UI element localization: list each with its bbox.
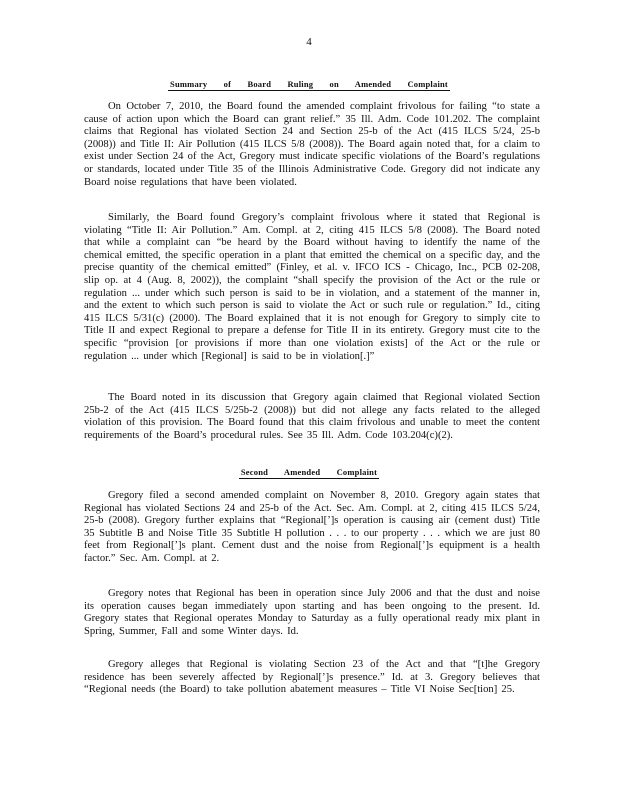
paragraph-text: On October 7, 2010, the Board found the amended complaint frivolous for failing “to state a cause of action upon which the Board can grant relief.” 35 Ill. Adm. Code 101.202. The complaint claims that Regional has violated Section 24 and Section 25-b of the Act (415 ILCS 5/24, 25-b (2008)) and Title II: Air Pollution (415 ILCS 5/8 (2008)). The Board again noted that, for a claim to exist under Section 24 of the Act, Gregory must indicate specific violations of the Board’s regulations or standards, located under Title 35 of the Illinois Administrative Code. Gregory did not indicate any Board noise regulations that have been violated. <box>84 101 540 188</box>
paragraph <box>84 101 540 189</box>
paragraph <box>84 588 540 638</box>
paragraph-text: Gregory alleges that Regional is violating Section 23 of the Act and that “[t]he Gregory residence has been severely affected by Regional[’]s presence.” Id. at 3. Gregory believes that “Regional needs (the Board) to take pollution abatement measures – Title VI Noise Sec[tion] 25. <box>84 659 540 696</box>
paragraph <box>84 490 540 566</box>
section-heading-second-amended-text: Second Amended Complaint <box>240 467 378 477</box>
section-heading-summary-text: Summary of Board Ruling on Amended Complaint <box>170 79 448 89</box>
paragraph <box>84 392 540 442</box>
paragraph <box>84 659 540 697</box>
page-number: 4 <box>306 36 312 48</box>
paragraph-text: Gregory filed a second amended complaint on November 8, 2010. Gregory again states that Regional has violated Sections 24 and 25-b of the Act. Sec. Am. Compl. at 2, citing 415 ILCS 5/24, 25-b (2008). Gregory further explains that “Regional[’]s operation is causing air (cement dust) Title 35 Subtitle B and Noise Title 35 Subtitle H pollution . . . to our property . . . which we are just 80 feet from Regional[’]s plant. Cement dust and the noise from Regional[’]s equipment is a health factor.” Sec. Am. Compl. at 2. <box>84 490 540 564</box>
paragraph-text: The Board noted in its discussion that Gregory again claimed that Regional violated Section 25b-2 of the Act (415 ILCS 5/25b-2 (2008)) but did not allege any facts related to the alleged violation of this provision. The Board found that this claim frivolous and unable to meet the content requirements of the Board’s procedural rules. See 35 Ill. Adm. Code 103.204(c)(2). <box>84 392 540 441</box>
paragraph-text: Gregory notes that Regional has been in operation since July 2006 and that the dust and noise its operation causes began immediately upon starting and has been ongoing to the present. Id. Gregory states that Regional operates Monday to Saturday as a fully operational ready mix plant in Spring, Summer, Fall and some Winter days. Id. <box>84 588 540 637</box>
section-heading-second-amended <box>0 466 618 479</box>
paragraph <box>84 212 540 363</box>
section-heading-summary <box>0 78 618 91</box>
paragraph-text: Similarly, the Board found Gregory’s complaint frivolous where it stated that Regional is violating “Title II: Air Pollution.” Am. Compl. at 2, citing 415 ILCS 5/8 (2008). The Board noted that while a complaint can “be heard by the Board without having to identify the name of the chemical emitted, the specific operation in a plant that emitted the chemical on a specific day, and the precise quantity of the chemical emitted” (Finley, et al. v. IFCO ICS - Chicago, Inc., PCB 02-208, slip op. at 4 (Aug. 8, 2002)), the complaint “shall specify the provision of the Act or the rule or regulation ... under which such person is said to be in violation, and a statement of the manner in, and the extent to which such person is said to violate the Act or such rule or regulation.” Id., citing 415 ILCS 5/31(c) (2000). The Board explained that it is not enough for Gregory to simply cite to Title II and expect Regional to prepare a defense for Title II in its entirety. Gregory must cite to the specific “provision [or provisions if more than one violation exists] of the Act or the rule or regulation ... under which [Regional] is said to be in violation[.]” <box>84 212 540 362</box>
